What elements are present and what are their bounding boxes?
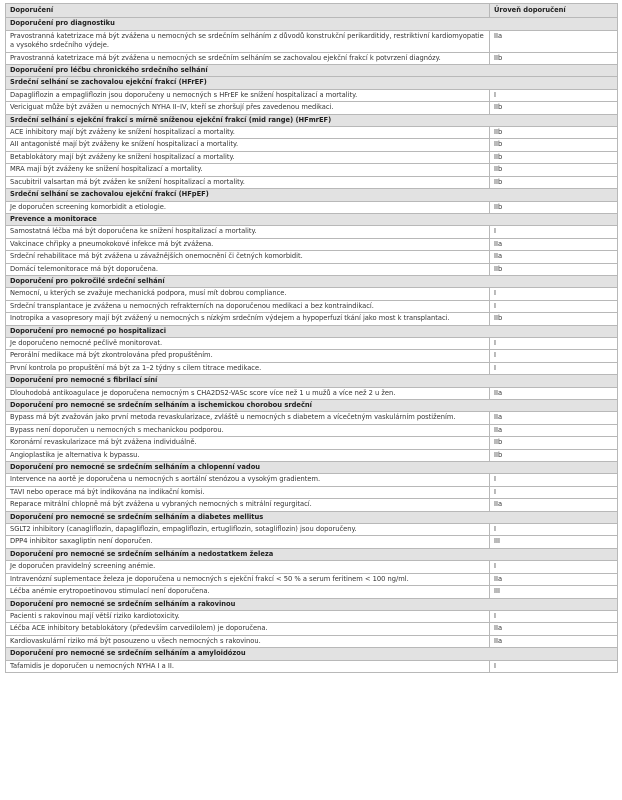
table-row (6, 102, 618, 114)
recommendation-level: IIa (490, 623, 618, 635)
section-header-row (6, 598, 618, 610)
table-row (6, 164, 618, 176)
recommendation-level: I (490, 300, 618, 312)
table-row (6, 449, 618, 461)
table-row (6, 288, 618, 300)
section-header-row (6, 275, 618, 287)
recommendation-text: Bypass není doporučen u nemocných s mechanickou podporou. (6, 424, 490, 436)
section-title: Prevence a monitorace (6, 213, 618, 225)
table-row (6, 337, 618, 349)
table-row (6, 238, 618, 250)
recommendation-text: Kardiovaskulární riziko má být posouzeno u všech nemocných s rakovinou. (6, 635, 490, 647)
table-row (6, 313, 618, 325)
table-row (6, 300, 618, 312)
recommendation-level: IIb (490, 139, 618, 151)
section-title: Doporučení pro nemocné s fibrilací síní (6, 375, 618, 387)
section-header-row (6, 375, 618, 387)
table-row (6, 362, 618, 374)
table-row (6, 424, 618, 436)
table-row (6, 437, 618, 449)
table-row (6, 201, 618, 213)
recommendation-text: Inotropika a vasopresory mají být zvážený u nemocných s nízkým srdečním výdejem a hypoperfuzí tkání jako most k transplantaci. (6, 313, 490, 325)
table-row (6, 52, 618, 64)
recommendation-text: Perorální medikace má být zkontrolována před propuštěním. (6, 350, 490, 362)
recommendations-table (5, 3, 618, 673)
recommendation-level: IIa (490, 387, 618, 399)
section-header-row (6, 462, 618, 474)
table-body (6, 18, 618, 673)
table-row (6, 499, 618, 511)
recommendation-level: IIb (490, 313, 618, 325)
table-row (6, 573, 618, 585)
recommendation-level: IIb (490, 164, 618, 176)
recommendation-text: Dlouhodobá antikoagulace je doporučena nemocným s CHA2DS2-VASc score více než 1 u mužů a více než 2 u žen. (6, 387, 490, 399)
table-row (6, 412, 618, 424)
recommendation-text: MRA mají být zváženy ke snížení hospitalizací a mortality. (6, 164, 490, 176)
table-row (6, 226, 618, 238)
recommendation-text: Vericiguat může být zvážen u nemocných NYHA II–IV, kteří se zhoršují přes zavedenou medikaci. (6, 102, 490, 114)
recommendation-level: IIa (490, 412, 618, 424)
recommendation-text: Pacienti s rakovinou mají větší riziko kardiotoxicity. (6, 610, 490, 622)
recommendation-level: IIa (490, 251, 618, 263)
recommendation-text: DPP4 inhibitor saxagliptin není doporučen. (6, 536, 490, 548)
recommendation-level: IIb (490, 102, 618, 114)
recommendation-level: IIa (490, 30, 618, 52)
table-row (6, 251, 618, 263)
recommendation-text: Léčba ACE inhibitory betablokátory (především carvedilolem) je doporučena. (6, 623, 490, 635)
recommendation-level: I (490, 337, 618, 349)
section-title: Doporučení pro nemocné se srdečním selháním a diabetes mellitus (6, 511, 618, 523)
section-title: Doporučení pro nemocné po hospitalizaci (6, 325, 618, 337)
table-row (6, 176, 618, 188)
recommendation-level: I (490, 610, 618, 622)
recommendation-level: IIb (490, 263, 618, 275)
recommendation-text: Je doporučeno nemocné pečlivě monitorovat. (6, 337, 490, 349)
section-header-row (6, 213, 618, 225)
recommendation-level: I (490, 474, 618, 486)
recommendation-level: IIa (490, 635, 618, 647)
table-header-row (6, 4, 618, 18)
recommendation-level: I (490, 362, 618, 374)
section-header-row (6, 189, 618, 201)
recommendation-level: I (490, 524, 618, 536)
recommendation-text: TAVI nebo operace má být indikována na indikační komisi. (6, 486, 490, 498)
table-row (6, 536, 618, 548)
section-title: Doporučení pro nemocné se srdečním selháním a nedostatkem železa (6, 548, 618, 560)
recommendation-text: Srdeční transplantace je zvážena u nemocných refrakterních na doporučenou medikaci a bez kontraindikací. (6, 300, 490, 312)
table-row (6, 486, 618, 498)
section-title: Doporučení pro nemocné se srdečním selháním a rakovinou (6, 598, 618, 610)
section-header-row (6, 114, 618, 126)
recommendation-text: Tafamidis je doporučen u nemocných NYHA I a II. (6, 660, 490, 672)
section-header-row (6, 548, 618, 560)
section-header-row (6, 511, 618, 523)
table-row (6, 30, 618, 52)
table-row (6, 623, 618, 635)
section-title: Doporučení pro diagnostiku (6, 18, 618, 30)
table-row (6, 151, 618, 163)
recommendation-text: ACE inhibitory mají být zváženy ke snížení hospitalizací a mortality. (6, 127, 490, 139)
section-title: Srdeční selhání se zachovalou ejekční frakcí (HFpEF) (6, 189, 618, 201)
recommendation-text: Domácí telemonitorace má být doporučena. (6, 263, 490, 275)
table-row (6, 524, 618, 536)
table-row (6, 387, 618, 399)
recommendation-level: IIa (490, 499, 618, 511)
table-row (6, 263, 618, 275)
section-title: Doporučení pro nemocné se srdečním selháním a chlopenní vadou (6, 462, 618, 474)
recommendation-level: IIb (490, 449, 618, 461)
table-row (6, 350, 618, 362)
recommendation-text: Samostatná léčba má být doporučena ke snížení hospitalizací a mortality. (6, 226, 490, 238)
header-level: Úroveň doporučení (490, 4, 618, 18)
section-header-row (6, 400, 618, 412)
section-title: Doporučení pro pokročilé srdeční selhání (6, 275, 618, 287)
table-row (6, 127, 618, 139)
header-recommendation: Doporučení (6, 4, 490, 18)
section-header-row (6, 65, 618, 77)
recommendation-text: Léčba anémie erytropoetinovou stimulací není doporučena. (6, 586, 490, 598)
section-title: Doporučení pro nemocné se srdečním selháním a ischemickou chorobou srdeční (6, 400, 618, 412)
recommendation-level: I (490, 226, 618, 238)
recommendation-text: Je doporučen screening komorbidit a etiologie. (6, 201, 490, 213)
section-header-row (6, 18, 618, 30)
recommendation-text: Vakcinace chřipky a pneumokokové infekce má být zvážena. (6, 238, 490, 250)
recommendation-level: I (490, 350, 618, 362)
recommendation-text: Betablokátory mají být zváženy ke snížení hospitalizací a mortality. (6, 151, 490, 163)
recommendation-text: Srdeční rehabilitace má být zvážena u závažnějších onemocnění či četných komorbidit. (6, 251, 490, 263)
recommendation-level: I (490, 89, 618, 101)
recommendation-level: III (490, 536, 618, 548)
section-title: Doporučení pro léčbu chronického srdečního selhání (6, 65, 618, 77)
recommendation-text: Sacubitril valsartan má být zvážen ke snížení hospitalizací a mortality. (6, 176, 490, 188)
recommendation-text: Pravostranná katetrizace má být zvážena u nemocných se srdečním selháním se zachovalou ejekční frakcí k potvrzení diagnózy. (6, 52, 490, 64)
recommendation-text: Intravenózní suplementace železa je doporučena u nemocných s ejekční frakcí < 50 % a serum feritinem < 100 ng/ml. (6, 573, 490, 585)
recommendation-level: IIb (490, 127, 618, 139)
recommendation-text: První kontrola po propuštění má být za 1–2 týdny s cílem titrace medikace. (6, 362, 490, 374)
table-row (6, 635, 618, 647)
recommendation-text: Bypass má být zvažován jako první metoda revaskularizace, zvláště u nemocných s diabetem a vícečetným vaskulárním postižením. (6, 412, 490, 424)
recommendation-level: IIa (490, 238, 618, 250)
recommendation-text: Je doporučen pravidelný screening anémie. (6, 561, 490, 573)
recommendation-text: Dapagliflozin a empagliflozin jsou doporučeny u nemocných s HFrEF ke snížení hospitalizací a mortality. (6, 89, 490, 101)
recommendation-level: I (490, 486, 618, 498)
recommendation-text: Intervence na aortě je doporučena u nemocných s aortální stenózou a vysokým gradientem. (6, 474, 490, 486)
section-header-row (6, 77, 618, 89)
recommendation-text: SGLT2 inhibitory (canagliflozin, dapagliflozin, empagliflozin, ertugliflozin, sotagliflozin) jsou doporučeny. (6, 524, 490, 536)
table-row (6, 660, 618, 672)
table-row (6, 139, 618, 151)
recommendation-text: Angioplastika je alternativa k bypassu. (6, 449, 490, 461)
section-title: Doporučení pro nemocné se srdečním selháním a amyloidózou (6, 648, 618, 660)
recommendation-level: IIb (490, 437, 618, 449)
recommendation-level: IIb (490, 151, 618, 163)
table-row (6, 561, 618, 573)
section-header-row (6, 648, 618, 660)
recommendation-text: AII antagonisté mají být zváženy ke snížení hospitalizací a mortality. (6, 139, 490, 151)
recommendation-level: III (490, 586, 618, 598)
recommendation-level: I (490, 660, 618, 672)
recommendation-level: IIb (490, 52, 618, 64)
table-row (6, 89, 618, 101)
section-header-row (6, 325, 618, 337)
section-title: Srdeční selhání s ejekční frakcí s mírně sníženou ejekční frakcí (mid range) (HFmrEF) (6, 114, 618, 126)
recommendation-text: Reparace mitrální chlopně má být zvážena u vybraných nemocných s mitrální regurgitací. (6, 499, 490, 511)
recommendation-level: IIb (490, 201, 618, 213)
section-title: Srdeční selhání se zachovalou ejekční frakcí (HFrEF) (6, 77, 618, 89)
table-row (6, 586, 618, 598)
recommendation-level: I (490, 288, 618, 300)
table-row (6, 474, 618, 486)
recommendation-text: Koronární revaskularizace má být zvážena individuálně. (6, 437, 490, 449)
table-row (6, 610, 618, 622)
recommendation-text: Pravostranná katetrizace má být zvážena u nemocných se srdečním selháním z důvodů konstrukční perikarditidy, restriktivní kardiomyopatie a vysokého srdečního výdeje. (6, 30, 490, 52)
recommendation-level: IIa (490, 573, 618, 585)
recommendation-text: Nemocní, u kterých se zvažuje mechanická podpora, musí mít dobrou compliance. (6, 288, 490, 300)
recommendation-level: IIb (490, 176, 618, 188)
recommendation-level: I (490, 561, 618, 573)
recommendation-level: IIa (490, 424, 618, 436)
